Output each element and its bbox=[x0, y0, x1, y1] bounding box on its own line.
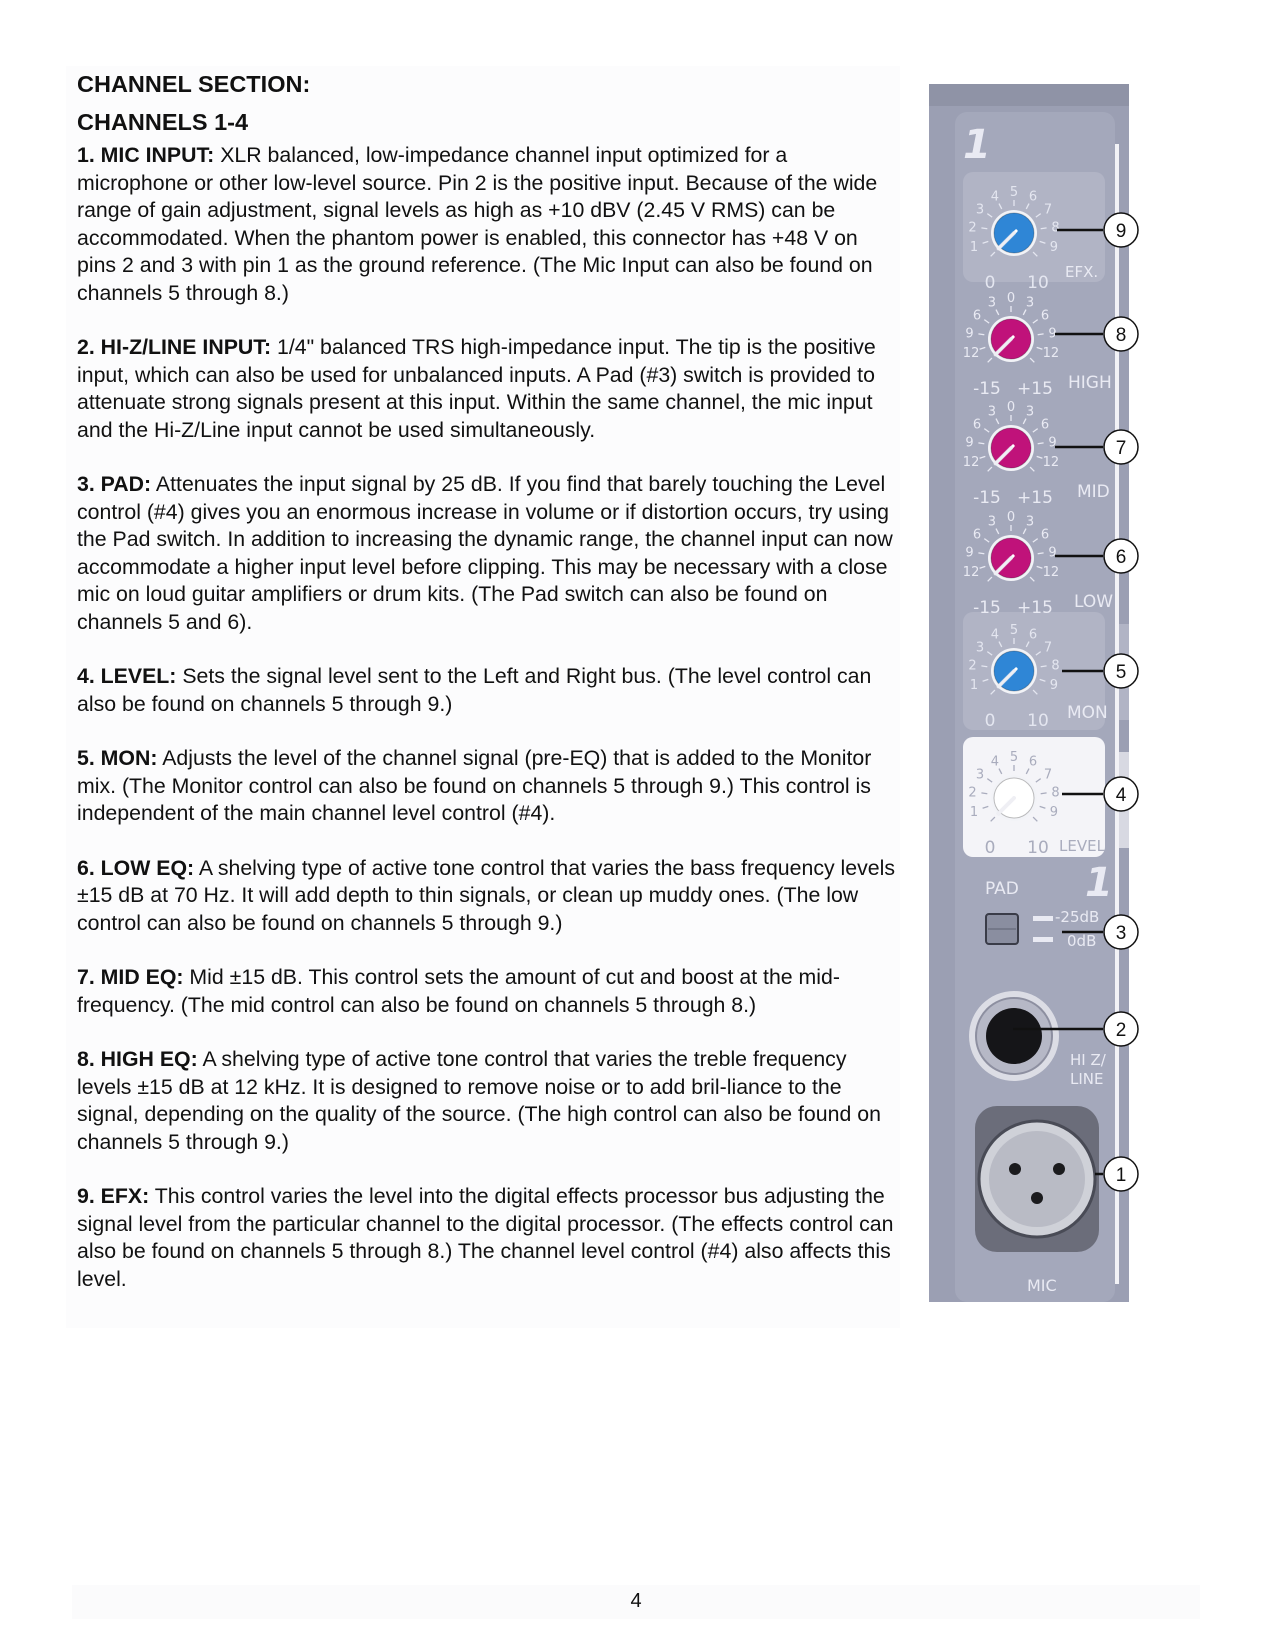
mon-knob-tick bbox=[1041, 666, 1047, 667]
control-label: 1. MIC INPUT: bbox=[77, 143, 215, 167]
channel-number-pad: 1 bbox=[1085, 860, 1113, 906]
level-knob-scale-label: 7 bbox=[1043, 767, 1053, 783]
high-eq-knob-scale-label: 9 bbox=[965, 326, 974, 342]
mid-eq-knob-scale-label: 12 bbox=[962, 454, 980, 470]
control-label: 9. EFX: bbox=[77, 1184, 150, 1208]
efx-knob-scale-label: 1 bbox=[969, 239, 979, 255]
pad-label: PAD bbox=[985, 879, 1019, 899]
level-knob-scale-label: 9 bbox=[1049, 804, 1059, 820]
control-label: 5. MON: bbox=[77, 746, 158, 770]
panel-edge bbox=[1115, 144, 1119, 1284]
level-knob-scale-label: 8 bbox=[1051, 785, 1060, 801]
mon-knob-scale-label: 5 bbox=[1009, 623, 1019, 638]
efx-knob-scale-label: 5 bbox=[1009, 185, 1019, 200]
control-text: A shelving type of active tone control that varies the treble frequency levels ±15 dB at 12 kHz. It is designed to remove noise or to add bril-liance to the signal, depending on the quality of the source. (The high control can also be found on channels 5 through 9.) bbox=[77, 1047, 881, 1154]
hiz-label: HI Z/ bbox=[1070, 1051, 1106, 1069]
control-label: 3. PAD: bbox=[77, 472, 152, 496]
control-descriptions bbox=[77, 142, 899, 1293]
high-eq-knob-tick bbox=[1038, 334, 1044, 335]
low-eq-knob-scale-label: -15 bbox=[973, 598, 1001, 618]
mic-label: MIC bbox=[1027, 1276, 1057, 1295]
control-description bbox=[77, 745, 899, 828]
callout-number: 2 bbox=[1115, 1020, 1127, 1041]
level-knob-scale-label: 0 bbox=[984, 838, 996, 858]
xlr-face bbox=[989, 1131, 1085, 1227]
channel-number-top: 1 bbox=[963, 122, 991, 168]
mid-eq-knob-tick bbox=[978, 443, 984, 444]
low-eq-knob-scale-label: 0 bbox=[1006, 510, 1016, 525]
low-eq-knob-scale-label: +15 bbox=[1017, 598, 1053, 618]
mid-eq-knob-scale-label: 6 bbox=[1040, 417, 1050, 433]
channel-section bbox=[77, 70, 899, 1320]
control-text: Mid ±15 dB. This control sets the amount of cut and boost at the mid-frequency. (The mid control can also be found on channels 5 through 8.) bbox=[77, 965, 840, 1017]
mon-knob-scale-label: 9 bbox=[1049, 677, 1059, 693]
mid-eq-knob-scale-label: +15 bbox=[1017, 488, 1053, 508]
mon-knob-scale-label: 4 bbox=[990, 627, 1000, 643]
level-knob-scale-label: 1 bbox=[969, 804, 979, 820]
control-label: 2. HI-Z/LINE INPUT: bbox=[77, 335, 272, 359]
channel-strip-diagram bbox=[929, 84, 1142, 1368]
control-description bbox=[77, 334, 899, 444]
pad-zero-marker bbox=[1033, 937, 1053, 942]
control-description bbox=[77, 964, 899, 1019]
low-eq-knob-scale-label: 9 bbox=[965, 545, 974, 561]
panel-top-rail bbox=[929, 84, 1129, 106]
efx-knob-scale-label: 10 bbox=[1027, 273, 1049, 293]
callout-number: 4 bbox=[1115, 785, 1127, 806]
low-eq-knob-scale-label: 3 bbox=[1025, 514, 1035, 530]
level-knob-scale-label: 10 bbox=[1027, 838, 1049, 858]
mon-knob-scale-label: 1 bbox=[969, 677, 979, 693]
control-description bbox=[77, 855, 899, 938]
mon-knob-scale-label: 10 bbox=[1027, 711, 1049, 731]
callout-number: 5 bbox=[1115, 662, 1127, 683]
efx-knob-scale-label: 4 bbox=[990, 189, 1000, 205]
control-label: 8. HIGH EQ: bbox=[77, 1047, 198, 1071]
high-eq-knob-scale-label: 3 bbox=[1025, 295, 1035, 311]
efx-knob-scale-label: 6 bbox=[1028, 189, 1038, 205]
control-text: XLR balanced, low-impedance channel input optimized for a microphone or other low-level source. Pin 2 is the positive input. Because of the wide range of gain adjustment, signal levels as high as +10 dBV (2.45 V RMS) can be accommodated. When the phantom power is enabled, this connector has +48 V on pins 2 and 3 with pin 1 as the ground reference. (The Mic Input can also be found on channels 5 through 8.) bbox=[77, 143, 878, 305]
high-eq-knob-scale-label: -15 bbox=[973, 379, 1001, 399]
high-eq-knob-scale-label: 3 bbox=[987, 295, 997, 311]
low-eq-knob-tick bbox=[978, 553, 984, 554]
efx-knob-scale-label: 2 bbox=[968, 220, 977, 236]
level-label: LEVEL bbox=[1059, 837, 1105, 855]
efx-knob-scale-label: 8 bbox=[1051, 220, 1060, 236]
high-eq-knob-tick bbox=[978, 334, 984, 335]
control-label: 6. LOW EQ: bbox=[77, 855, 195, 880]
control-label: 7. MID EQ: bbox=[77, 965, 184, 989]
high-eq-knob-scale-label: 6 bbox=[1040, 308, 1050, 324]
efx-knob-scale-label: 9 bbox=[1049, 239, 1059, 255]
callout-number: 8 bbox=[1115, 325, 1127, 346]
high-eq-knob-scale-label: 12 bbox=[1042, 345, 1060, 361]
control-label: 4. LEVEL: bbox=[77, 664, 177, 688]
mon-label: MON bbox=[1067, 703, 1108, 723]
callout-number: 9 bbox=[1115, 221, 1127, 242]
efx-knob-scale-label: 0 bbox=[984, 273, 996, 293]
efx-knob-tick bbox=[981, 228, 987, 229]
mon-knob-scale-label: 2 bbox=[968, 658, 977, 674]
level-knob-scale-label: 2 bbox=[968, 785, 977, 801]
callout-number: 7 bbox=[1115, 438, 1127, 459]
mid-eq-knob-scale-label: 3 bbox=[987, 404, 997, 420]
callout-number: 3 bbox=[1115, 923, 1127, 944]
page-number: 4 bbox=[630, 1590, 642, 1612]
hiz-line-input-jack[interactable] bbox=[986, 1008, 1042, 1064]
mon-knob-scale-label: 6 bbox=[1028, 627, 1038, 643]
control-description bbox=[77, 471, 899, 636]
level-knob-scale-label: 6 bbox=[1028, 754, 1038, 770]
high-eq-knob-scale-label: 9 bbox=[1048, 326, 1057, 342]
control-text: Sets the signal level sent to the Left and Right bus. (The level control can also be found on channels 5 through 9.) bbox=[77, 664, 872, 716]
low-eq-knob-scale-label: 6 bbox=[972, 527, 982, 543]
mid-eq-knob-scale-label: 9 bbox=[1048, 435, 1057, 451]
pad-minus-marker bbox=[1033, 916, 1053, 921]
efx-knob-scale-label: 3 bbox=[975, 202, 985, 218]
control-description bbox=[77, 663, 899, 718]
control-text: 1/4" balanced TRS high-impedance input. The tip is the positive input, which can also be used for unbalanced inputs. A Pad (#3) switch is provided to attenuate strong signals present at this input. Within the same channel, the mic input and the Hi-Z/Line input cannot be used simultaneously. bbox=[77, 335, 876, 442]
low-eq-knob-scale-label: 3 bbox=[987, 514, 997, 530]
control-description bbox=[77, 1046, 899, 1156]
control-description bbox=[77, 1183, 899, 1293]
mon-knob-scale-label: 8 bbox=[1051, 658, 1060, 674]
section-title: CHANNEL SECTION: bbox=[77, 71, 311, 97]
mon-knob-scale-label: 0 bbox=[984, 711, 996, 731]
high-eq-knob-scale-label: 6 bbox=[972, 308, 982, 324]
efx-label: EFX. bbox=[1065, 263, 1099, 281]
control-text: This control varies the level into the digital effects processor bus adjusting the signal level from the particular channel to the digital processor. (The effects control can also be found on channels 5 through 8.) The channel level control (#4) also affects this level. bbox=[77, 1184, 894, 1291]
control-text: A shelving type of active tone control that varies the bass frequency levels ±15 dB at 70 Hz. It will add depth to thin signals, or clean up muddy ones. (The low control can also be found on channels 5 through 9.) bbox=[77, 855, 895, 935]
mon-knob-tick bbox=[981, 666, 987, 667]
efx-knob-tick bbox=[1041, 228, 1047, 229]
high-eq-knob-scale-label: 12 bbox=[962, 345, 980, 361]
level-knob-tick bbox=[1041, 793, 1047, 794]
control-text: Adjusts the level of the channel signal (pre-EQ) that is added to the Monitor mix. (The Monitor control can also be found on channels 5 through 9.) This control is independent of the main channel level control (#4). bbox=[77, 746, 872, 825]
mid-eq-knob-tick bbox=[1038, 443, 1044, 444]
high-label: HIGH bbox=[1068, 373, 1112, 393]
level-knob-scale-label: 5 bbox=[1009, 750, 1019, 765]
callout-number: 1 bbox=[1115, 1165, 1127, 1186]
mid-label: MID bbox=[1077, 482, 1110, 502]
high-eq-knob-scale-label: +15 bbox=[1017, 379, 1053, 399]
mon-knob-scale-label: 3 bbox=[975, 640, 985, 656]
level-knob-scale-label: 3 bbox=[975, 767, 985, 783]
efx-knob-scale-label: 7 bbox=[1043, 202, 1053, 218]
pad-zero-label: 0dB bbox=[1067, 932, 1097, 950]
mid-eq-knob-scale-label: 6 bbox=[972, 417, 982, 433]
level-knob-scale-label: 4 bbox=[990, 754, 1000, 770]
page-footer bbox=[72, 1585, 1200, 1619]
low-eq-knob-tick bbox=[1038, 553, 1044, 554]
mid-eq-knob-scale-label: 12 bbox=[1042, 454, 1060, 470]
xlr-pin-1 bbox=[1009, 1163, 1021, 1175]
low-eq-knob-scale-label: 6 bbox=[1040, 527, 1050, 543]
low-eq-knob-scale-label: 9 bbox=[1048, 545, 1057, 561]
channel-strip-svg bbox=[929, 84, 1142, 1368]
high-eq-knob-scale-label: 0 bbox=[1006, 291, 1016, 306]
callout-number: 6 bbox=[1115, 547, 1127, 568]
low-label: LOW bbox=[1074, 592, 1114, 612]
low-eq-knob-scale-label: 12 bbox=[1042, 564, 1060, 580]
mon-knob-scale-label: 7 bbox=[1043, 640, 1053, 656]
mid-eq-knob-scale-label: 3 bbox=[1025, 404, 1035, 420]
control-description bbox=[77, 142, 899, 307]
mid-eq-knob-scale-label: -15 bbox=[973, 488, 1001, 508]
pad-minus-label: -25dB bbox=[1055, 908, 1100, 926]
mid-eq-knob-scale-label: 9 bbox=[965, 435, 974, 451]
low-eq-knob-scale-label: 12 bbox=[962, 564, 980, 580]
xlr-pin-3 bbox=[1031, 1192, 1043, 1204]
control-text: Attenuates the input signal by 25 dB. If you find that barely touching the Level control (#4) gives you an enormous increase in volume or if distortion occurs, try using the Pad switch. In addition to increasing the dynamic range, the channel input can now accommodate a higher input level before clipping. This may be necessary with a close mic on loud guitar amplifiers or drum kits. (The Pad switch can also be found on channels 5 and 6). bbox=[77, 472, 893, 634]
xlr-pin-2 bbox=[1053, 1163, 1065, 1175]
line-label: LINE bbox=[1070, 1070, 1104, 1088]
mid-eq-knob-scale-label: 0 bbox=[1006, 400, 1016, 415]
section-subtitle: CHANNELS 1-4 bbox=[77, 109, 249, 135]
level-knob-tick bbox=[981, 793, 987, 794]
